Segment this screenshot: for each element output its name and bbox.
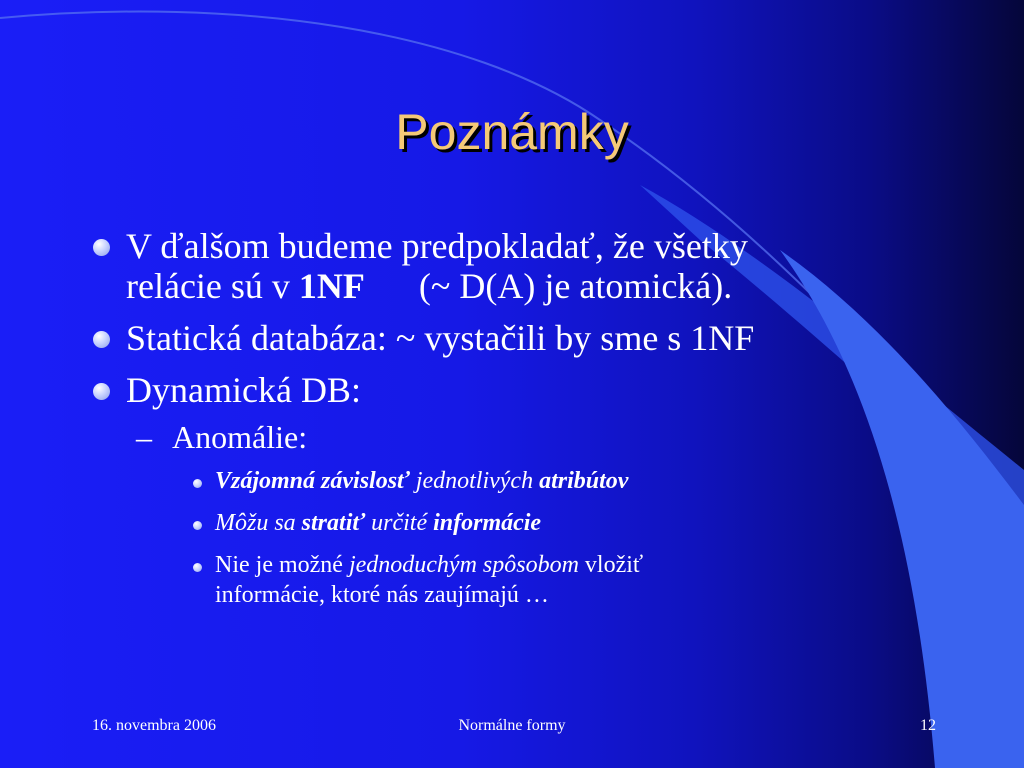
bullet-dot-icon — [93, 331, 110, 348]
sub-sub-bullet-item — [90, 508, 940, 538]
footer-page-number: 12 — [920, 717, 936, 734]
bullet-dot-icon — [93, 383, 110, 400]
italic-text: určité — [365, 510, 434, 536]
bullet-dot-icon — [93, 239, 110, 256]
small-bullet-dot-icon — [193, 521, 202, 530]
italic-text: jednotlivých — [409, 468, 540, 494]
bullet-text: Nie je možné — [215, 552, 349, 578]
bullet-text: Statická databáza: ~ vystačili by sme s 1NF — [126, 318, 755, 358]
bullet-text: relácie sú v — [126, 266, 299, 306]
small-bullet-dot-icon — [193, 563, 202, 572]
italic-text: Môžu sa — [215, 510, 302, 536]
bullet-line — [215, 466, 940, 496]
bullet-line — [215, 508, 940, 538]
bullet-line — [215, 550, 940, 580]
small-bullet-dot-icon — [193, 479, 202, 488]
footer-date: 16. novembra 2006 — [92, 717, 216, 734]
footer-topic: Normálne formy — [458, 717, 566, 734]
slide-content — [90, 226, 940, 622]
bullet-item — [90, 318, 940, 358]
bullet-text: Dynamická DB: — [126, 370, 361, 410]
bullet-item — [90, 226, 940, 306]
italic-text: jednoduchým spôsobom — [348, 552, 579, 578]
bold-italic-text: informácie — [433, 510, 542, 536]
bullet-text: vložiť — [578, 552, 644, 578]
bold-italic-text: Vzájomná závislosť — [215, 468, 410, 494]
bullet-text: (~ D(A) je atomická). — [418, 266, 733, 306]
bullet-line: informácie, ktoré nás zaujímajú … — [215, 582, 549, 608]
bullet-line: V ďalšom budeme predpokladať, že všetky — [126, 226, 748, 266]
sub-sub-bullet-item — [90, 466, 940, 496]
sub-sub-bullet-item — [90, 550, 940, 610]
sub-bullet-item — [90, 418, 940, 456]
bullet-bold-text: 1NF — [298, 266, 365, 306]
bold-italic-text: stratiť — [301, 510, 366, 536]
bullet-item — [90, 370, 940, 410]
dash-marker: – — [136, 419, 152, 455]
slide-title: Poznámky — [395, 104, 629, 160]
bold-italic-text: atribútov — [539, 468, 629, 494]
bullet-line — [126, 266, 940, 306]
sub-bullet-text: Anomálie: — [172, 419, 308, 455]
